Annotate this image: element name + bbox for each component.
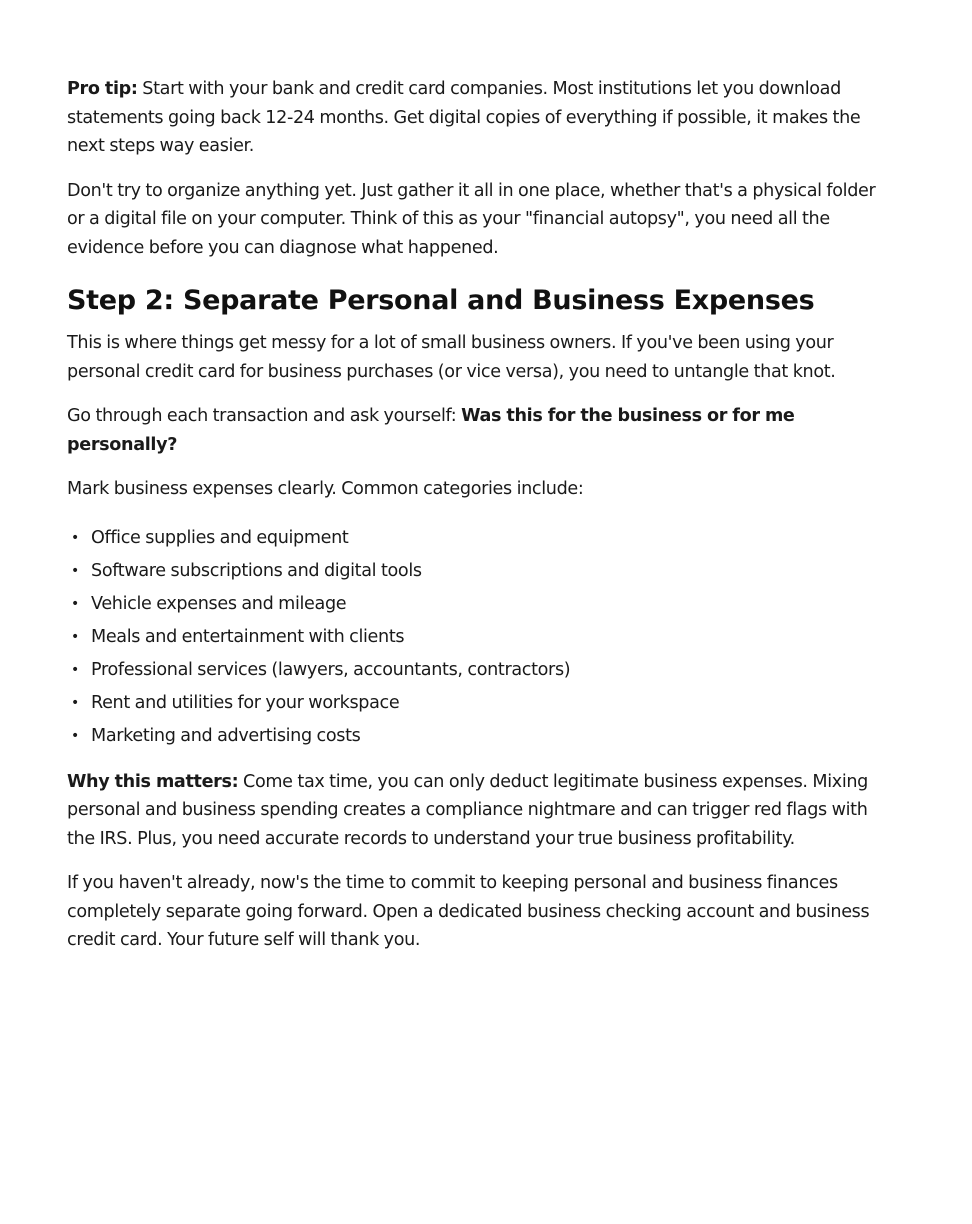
bullet-icon: • bbox=[71, 529, 79, 546]
question-prefix: Go through each transaction and ask yourself: bbox=[67, 406, 462, 426]
bullet-icon: • bbox=[71, 661, 79, 678]
expense-categories-list bbox=[67, 522, 877, 753]
list-item-label: Professional services (lawyers, accountants, contractors) bbox=[91, 659, 571, 680]
list-item bbox=[67, 555, 877, 588]
list-item bbox=[67, 687, 877, 720]
question-bold: Was this for the business or for me personally? bbox=[67, 406, 795, 455]
pro-tip-text: Start with your bank and credit card companies. Most institutions let you download statements going back 12-24 months. Get digital copies of everything if possible, it makes the next steps way easier. bbox=[67, 79, 861, 156]
list-item bbox=[67, 720, 877, 753]
bullet-icon: • bbox=[71, 727, 79, 744]
bullet-icon: • bbox=[71, 694, 79, 711]
pro-tip-paragraph bbox=[67, 75, 877, 161]
list-item bbox=[67, 588, 877, 621]
bullet-icon: • bbox=[71, 595, 79, 612]
step-2-heading: Step 2: Separate Personal and Business Expenses bbox=[67, 285, 815, 316]
list-item bbox=[67, 621, 877, 654]
list-item-label: Rent and utilities for your workspace bbox=[91, 692, 400, 713]
closing-paragraph: If you haven't already, now's the time to commit to keeping personal and business finances completely separate going forward. Open a dedicated business checking account and business credit card. Your future self will thank you. bbox=[67, 873, 870, 950]
list-item-label: Meals and entertainment with clients bbox=[91, 626, 405, 647]
list-item bbox=[67, 522, 877, 555]
list-item-label: Marketing and advertising costs bbox=[91, 725, 361, 746]
why-matters-text: Come tax time, you can only deduct legitimate business expenses. Mixing personal and business spending creates a compliance nightmare and can trigger red flags with the IRS. Plus, you need accurate records to understand your true business profitability. bbox=[67, 771, 868, 849]
pro-tip-label: Pro tip: bbox=[67, 79, 138, 99]
why-matters-label: Why this matters: bbox=[67, 771, 239, 792]
bullet-icon: • bbox=[71, 562, 79, 579]
step-2-intro-paragraph: This is where things get messy for a lot of small business owners. If you've been using your personal credit card for business purchases (or vice versa), you need to untangle that knot. bbox=[67, 333, 836, 382]
why-matters-paragraph bbox=[67, 768, 877, 854]
list-item-label: Software subscriptions and digital tools bbox=[91, 560, 422, 581]
mark-expenses-paragraph: Mark business expenses clearly. Common categories include: bbox=[67, 479, 584, 499]
gather-paragraph: Don't try to organize anything yet. Just gather it all in one place, whether that's a physical folder or a digital file on your computer. Think of this as your "financial autopsy", you need all the evidence before you can diagnose what happened. bbox=[67, 180, 876, 258]
list-item-label: Office supplies and equipment bbox=[91, 527, 349, 548]
question-paragraph bbox=[67, 402, 877, 459]
list-item-label: Vehicle expenses and mileage bbox=[91, 593, 347, 614]
bullet-icon: • bbox=[71, 628, 79, 645]
list-item bbox=[67, 654, 877, 687]
